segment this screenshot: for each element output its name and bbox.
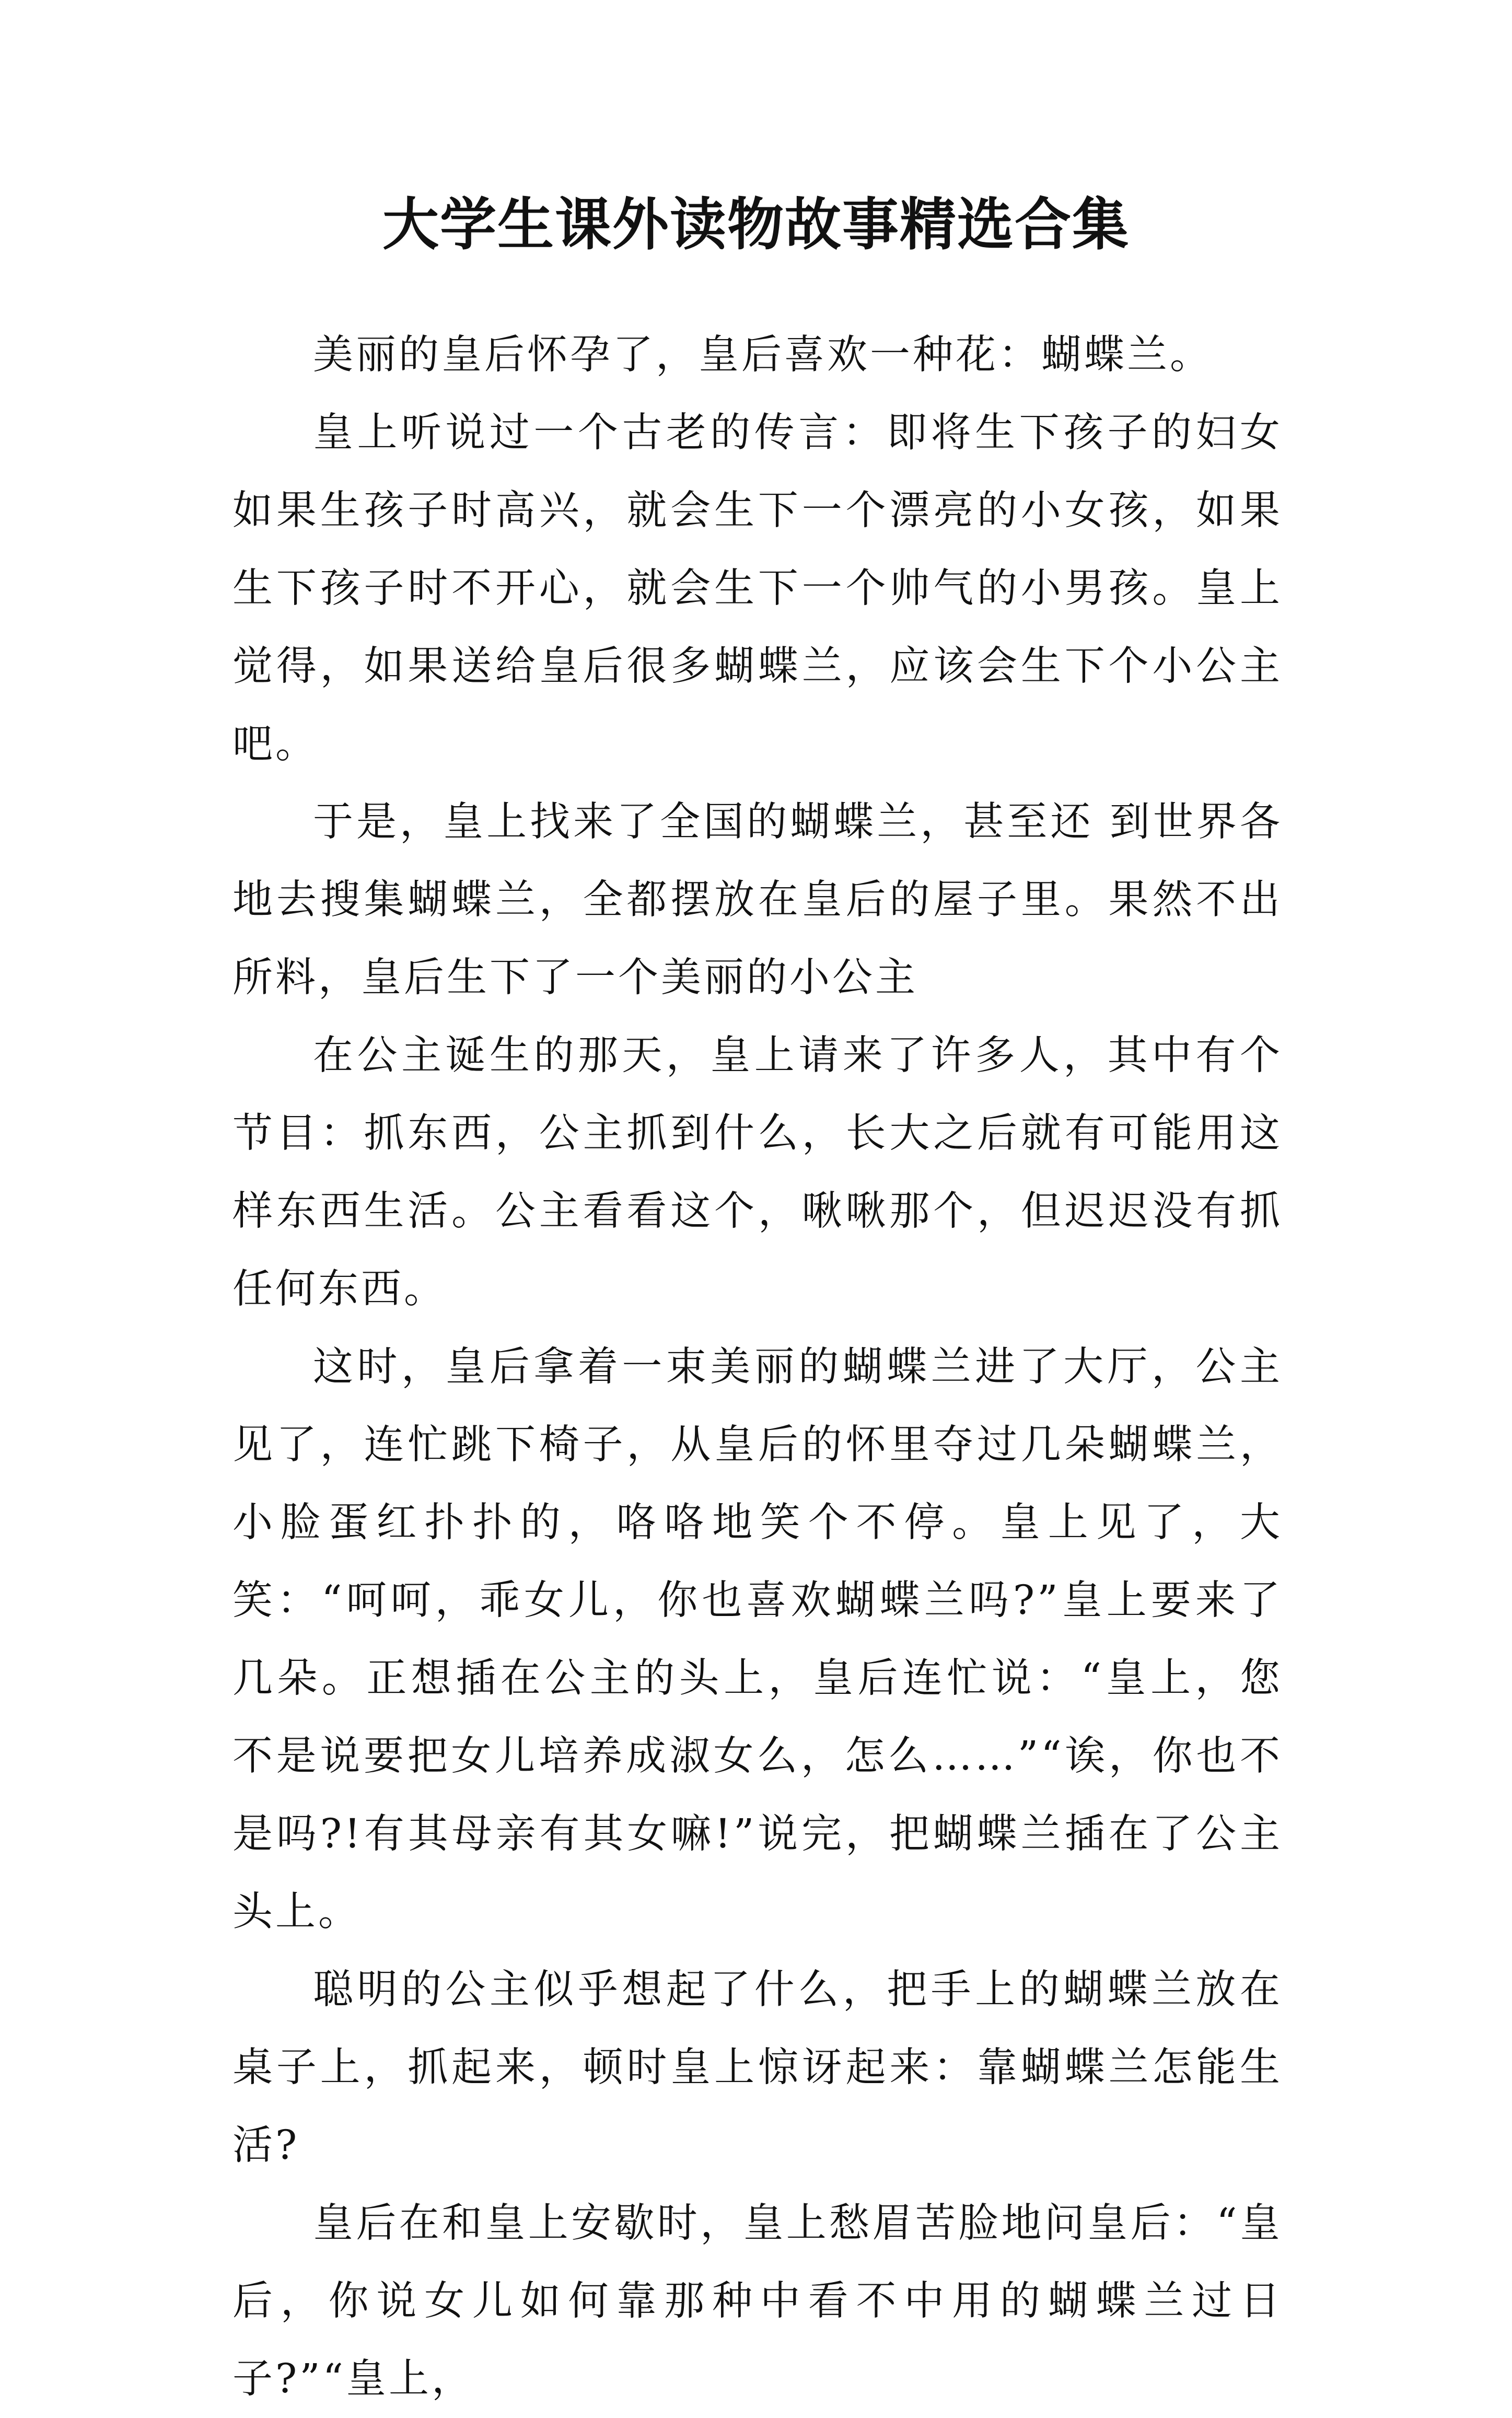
document-body xyxy=(232,316,1283,2418)
paragraph: 在公主诞生的那天，皇上请来了许多人，其中有个节目：抓东西，公主抓到什么，长大之后就有可能用这样东西生活。公主看看这个，啾啾那个，但迟迟没有抓任何东西。 xyxy=(232,1032,1283,1312)
paragraph: 皇后在和皇上安歇时，皇上愁眉苦脸地问皇后：“皇后，你说女儿如何靠那种中看不中用的蝴蝶兰过日子?”“皇上， xyxy=(232,2200,1283,2402)
paragraph: 这时，皇后拿着一束美丽的蝴蝶兰进了大厅，公主见了，连忙跳下椅子，从皇后的怀里夺过几朵蝴蝶兰，小脸蛋红扑扑的，咯咯地笑个不停。皇上见了，大笑：“呵呵，乖女儿，你也喜欢蝴蝶兰吗?”皇上要来了几朵。正想插在公主的头上，皇后连忙说：“皇上，您不是说要把女儿培养成淑女么，怎么……”“诶，你也不是吗?!有其母亲有其女嘛!”说完，把蝴蝶兰插在了公主头上。 xyxy=(232,1344,1283,1935)
document-title: 大学生课外读物故事精选合集 xyxy=(382,192,1130,258)
paragraph: 于是，皇上找来了全国的蝴蝶兰，甚至还 到世界各地去搜集蝴蝶兰，全都摆放在皇后的屋子里。果然不出所料，皇后生下了一个美丽的小公主 xyxy=(232,799,1283,1001)
paragraph: 聪明的公主似乎想起了什么，把手上的蝴蝶兰放在桌子上，抓起来，顿时皇上惊讶起来：靠蝴蝶兰怎能生活? xyxy=(232,1967,1283,2169)
paragraph: 皇上听说过一个古老的传言：即将生下孩子的妇女如果生孩子时高兴，就会生下一个漂亮的小女孩，如果生下孩子时不开心，就会生下一个帅气的小男孩。皇上觉得，如果送给皇后很多蝴蝶兰，应该会生下个小公主吧。 xyxy=(232,410,1283,768)
paragraph: 美丽的皇后怀孕了，皇后喜欢一种花：蝴蝶兰。 xyxy=(313,332,1213,378)
